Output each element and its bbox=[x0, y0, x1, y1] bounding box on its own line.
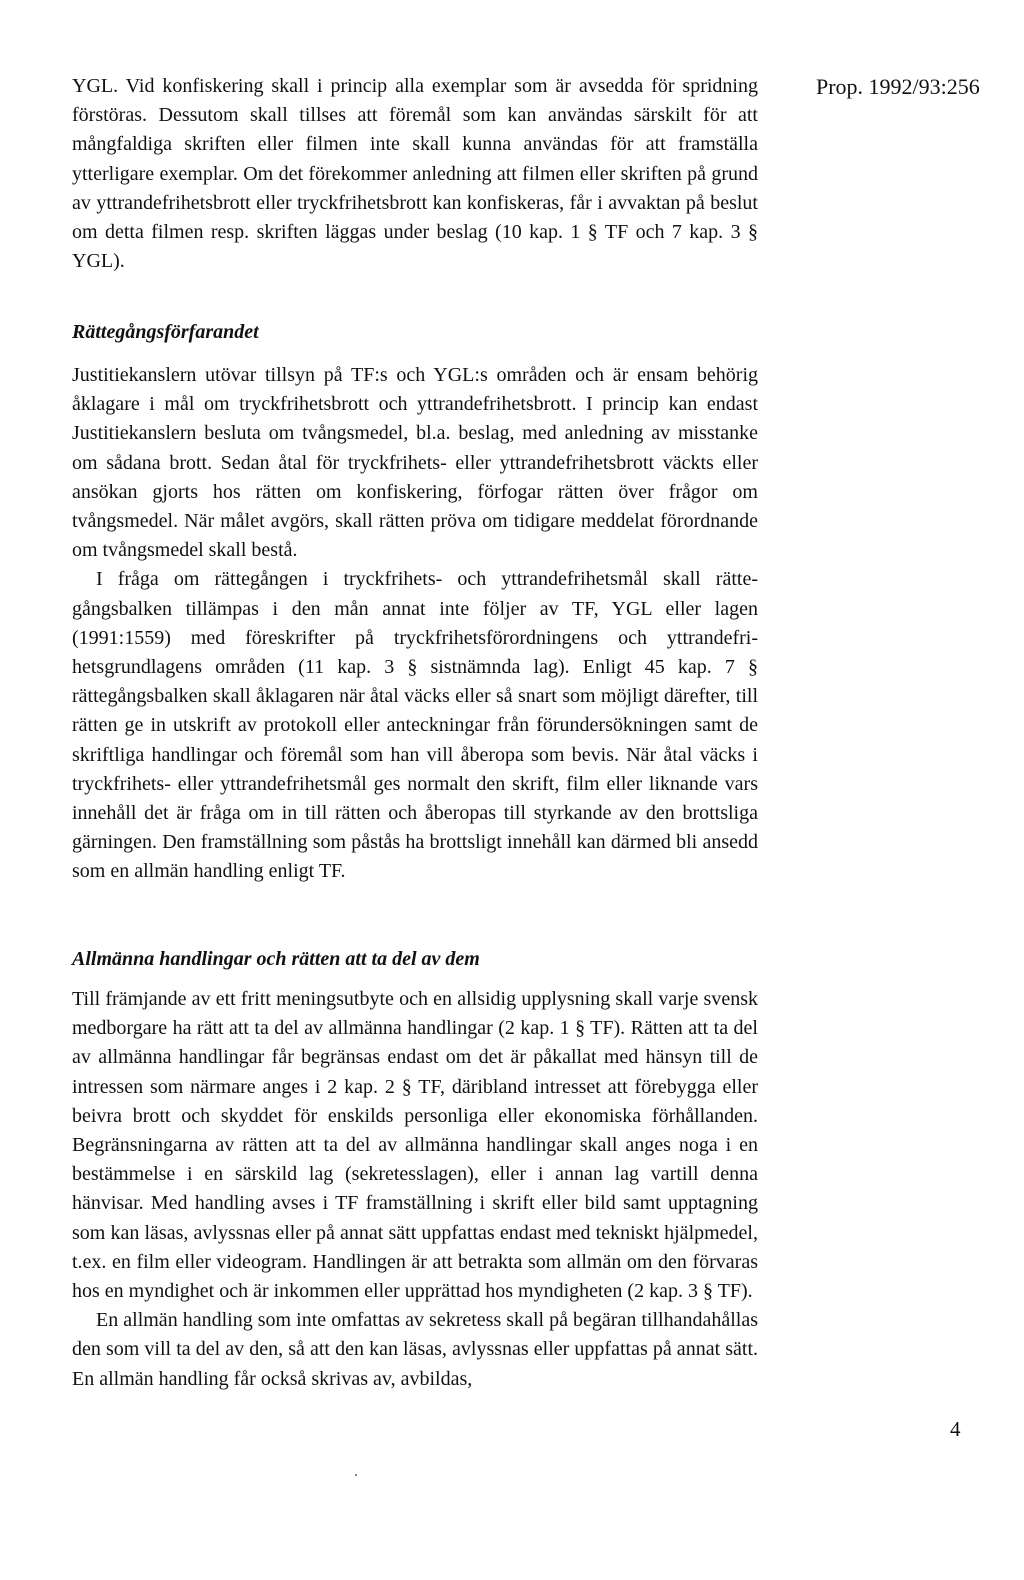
paragraph: Justitiekanslern utövar tillsyn på TF:s och YGL:s områden och är ensam behörig åklagare i mål om tryckfrihetsbrott och yttrandefrihetsbrott. I princip kan endast Justitiekanslern besluta om tvångsmedel, bl.a. beslag, med anledning av misstanke om sådana brott. Sedan åtal för tryckfrihets- eller yttrandefrihetsbrott väckts eller ansökan gjorts hos rätten om konfiskering, förfogar rätten över frågor om tvångsmedel. När målet avgörs, skall rätten pröva om tidigare meddelat förordnande om tvångsmedel skall bestå. bbox=[72, 364, 758, 562]
document-reference: Prop. 1992/93:256 bbox=[816, 74, 980, 99]
paragraph: I fråga om rättegången i tryckfrihets- och yttrandefrihetsmål skall rättegångsbalken tillämpas i den mån annat inte följer av TF, YGL eller lagen (1991:1559) med föreskrifter på tryckfrihetsförordningens och yttrandefrihetsgrundlagens områden (11 kap. 3 § sistnämnda lag). Enligt 45 kap. 7 § rättegångsbalken skall åklagaren när åtal väcks eller så snart som möjligt därefter, till rätten ge in utskrift av protokoll eller anteckningar från förundersökningen samt de skriftliga handlingar och föremål som han vill åberopa som bevis. När åtal väcks i tryckfrihets- eller yttrandefrihetsmål ges normalt den skrift, film eller liknande vars innehåll det är fråga om in till rätten och åberopas till styrkande av den brottsliga gärningen. Den framställning som påstås ha brottsligt innehåll kan därmed bli ansedd som en allmän handling enligt TF. bbox=[72, 568, 758, 883]
section-heading-rattegangsforfarandet: Rättegångsförfarandet bbox=[72, 321, 259, 343]
paragraph: YGL. Vid konfiskering skall i princip alla exemplar som är avsedda för spridning förstöras. Dessutom skall tillses att föremål som kan användas särskilt för att mångfaldiga skriften eller filmen inte skall kunna användas för att framställa ytterligare exemplar. Om det förekommer anledning att filmen eller skriften på grund av yttrandefrihetsbrott eller tryckfrihetsbrott kan konfiskeras, får i avvaktan på beslut om detta filmen resp. skriften läggas under beslag (10 kap. 1 § TF och 7 kap. 3 § YGL). bbox=[72, 75, 758, 273]
intro-section bbox=[72, 72, 758, 276]
allmanna-section bbox=[72, 985, 758, 1394]
page-number: 4 bbox=[950, 1417, 961, 1441]
paragraph: Till främjande av ett fritt meningsutbyte och en allsidig upplysning skall varje svensk medborgare ha rätt att ta del av allmänna handlingar (2 kap. 1 § TF). Rätten att ta del av allmänna handlingar får begränsas endast om det är påkallat med hänsyn till de intressen som närmare anges i 2 kap. 2 § TF, däribland intresset att förebygga eller beivra brott och skyddet för enskilds personliga eller ekonomiska förhållanden. Begränsningarna av rätten att ta del av allmänna handlingar skall anges noga i en bestämmelse i en särskild lag (sekretesslagen), eller i annan lag vartill denna hänvisar. Med handling avses i TF framställning i skrift eller bild samt upptagning som kan läsas, avlyssnas eller på annat sätt uppfattas endast med tekniskt hjälpmedel, t.ex. en film eller videogram. Handlingen är att betrakta som allmän om den förvaras hos en myndighet och är inkommen eller upprättad hos myndigheten (2 kap. 3 § TF). bbox=[72, 988, 758, 1303]
section-heading-allmanna-handlingar: Allmänna handlingar och rätten att ta del av dem bbox=[72, 948, 480, 970]
scan-speck bbox=[355, 1474, 357, 1476]
rattegang-section bbox=[72, 361, 758, 887]
paragraph: En allmän handling som inte omfattas av sekretess skall på begäran tillhandahållas den som vill ta del av den, så att den kan läsas, avlyssnas eller uppfattas på annat sätt. En allmän handling får också skrivas av, avbildas, bbox=[72, 1309, 758, 1390]
